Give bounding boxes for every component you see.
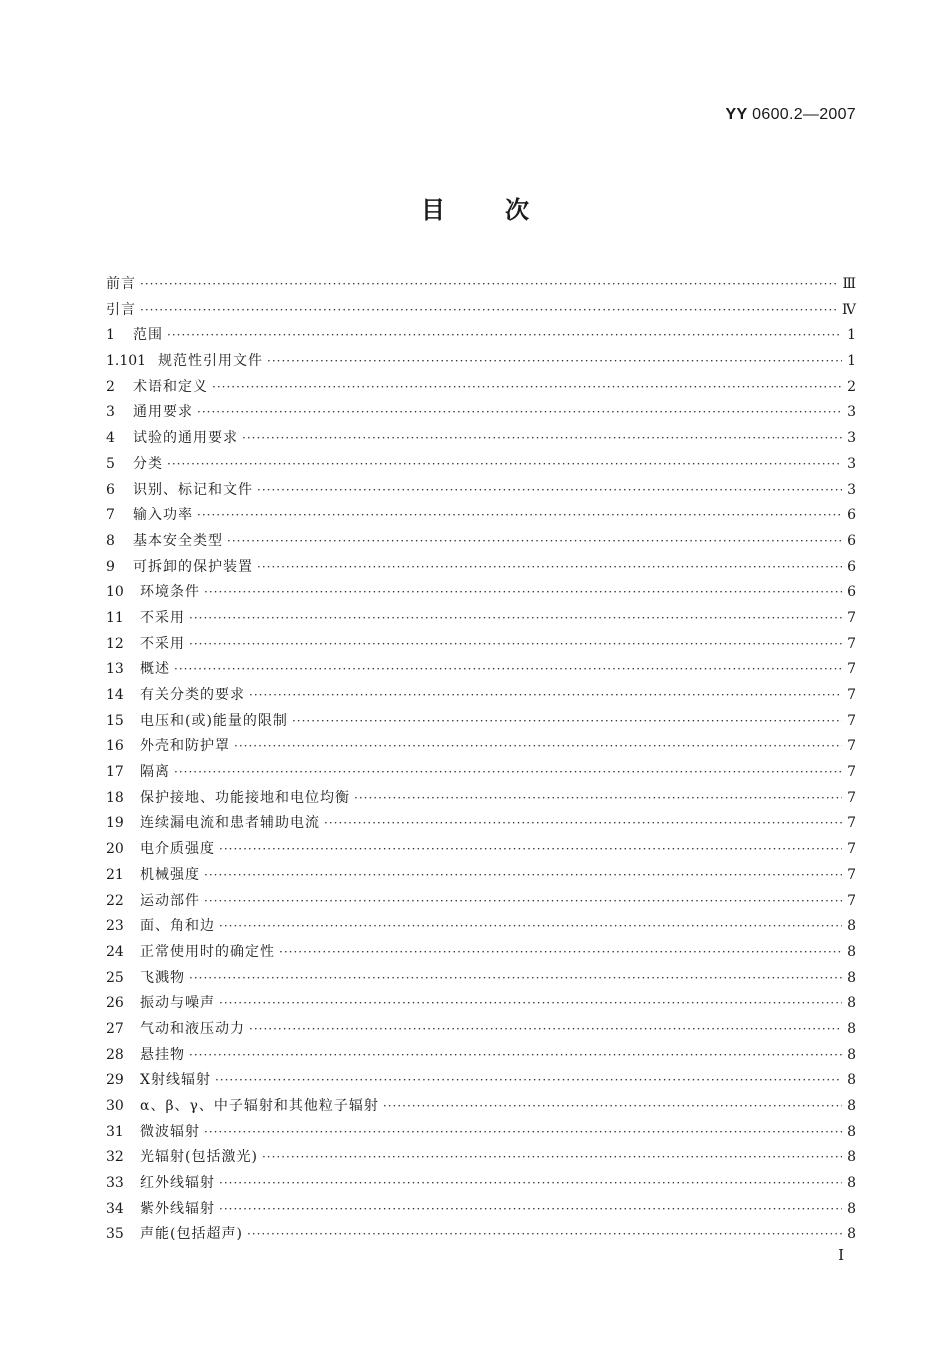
toc-entry-number: 17: [106, 764, 124, 781]
toc-entry-page: 6: [847, 532, 856, 549]
toc-entry[interactable]: [106, 760, 856, 786]
toc-entry-page: 8: [847, 1149, 856, 1166]
toc-entry[interactable]: [106, 837, 856, 863]
toc-entry-number: 33: [106, 1175, 124, 1192]
toc-entry-number: 12: [106, 635, 124, 652]
toc-dot-leader: [204, 1120, 842, 1146]
toc-entry[interactable]: [106, 529, 856, 555]
toc-entry-page: 3: [847, 481, 856, 498]
toc-entry-label: 外壳和防护罩: [140, 738, 230, 755]
toc-entry-label: α、β、γ、中子辐射和其他粒子辐射: [140, 1098, 379, 1114]
toc-entry-label: 气动和液压动力: [140, 1020, 245, 1037]
toc-dot-leader: [189, 1043, 842, 1069]
toc-entry-page: Ⅳ: [842, 301, 856, 318]
toc-entry-number: 13: [106, 661, 124, 678]
toc-entry[interactable]: [106, 272, 856, 298]
toc-entry-page: 7: [847, 866, 856, 883]
toc-entry-number: 25: [106, 969, 124, 986]
toc-entry-number: 23: [106, 918, 124, 935]
toc-dot-leader: [140, 298, 838, 324]
toc-entry[interactable]: [106, 580, 856, 606]
toc-entry-number: 2: [106, 378, 115, 395]
toc-entry-page: Ⅲ: [842, 276, 856, 292]
toc-entry-page: 7: [847, 738, 856, 755]
toc-entry-page: 8: [847, 1175, 856, 1192]
toc-entry-page: 7: [847, 712, 856, 729]
toc-dot-leader: [292, 709, 842, 735]
toc-entry[interactable]: [106, 375, 856, 401]
toc-entry-page: 8: [847, 918, 856, 935]
toc-entry-label: 隔离: [140, 764, 170, 781]
toc-entry-number: 11: [106, 609, 124, 626]
toc-entry-page: 3: [847, 430, 856, 447]
toc-dot-leader: [383, 1094, 842, 1120]
toc-entry-page: 7: [847, 661, 856, 678]
toc-entry[interactable]: [106, 734, 856, 760]
toc-entry-label: 运动部件: [140, 892, 200, 909]
toc-entry-label: 前言: [106, 276, 136, 292]
toc-entry-page: 3: [847, 455, 856, 472]
toc-dot-leader: [189, 632, 842, 658]
toc-entry-number: 3: [106, 404, 115, 421]
document-code: [725, 106, 856, 124]
toc-dot-leader: [267, 349, 842, 375]
toc-entry[interactable]: [106, 606, 856, 632]
toc-entry[interactable]: [106, 1043, 856, 1069]
toc-entry[interactable]: [106, 1017, 856, 1043]
toc-dot-leader: [204, 580, 842, 606]
toc-entry-label: 不采用: [140, 635, 185, 652]
toc-dot-leader: [242, 426, 842, 452]
toc-entry-label: 红外线辐射: [140, 1175, 215, 1192]
toc-entry[interactable]: [106, 1094, 856, 1120]
toc-dot-leader: [219, 1197, 842, 1223]
toc-entry-label: 试验的通用要求: [133, 430, 238, 447]
toc-entry-label: 正常使用时的确定性: [140, 943, 275, 960]
toc-dot-leader: [197, 400, 842, 426]
toc-entry-page: 7: [847, 635, 856, 652]
toc-entry-label: 连续漏电流和患者辅助电流: [140, 815, 320, 832]
document-code-prefix: YY: [725, 106, 748, 123]
toc-entry-label: 光辐射(包括激光): [140, 1149, 258, 1166]
toc-dot-leader: [140, 272, 838, 298]
toc-entry-label: 声能(包括超声): [140, 1226, 243, 1243]
toc-entry[interactable]: [106, 1145, 856, 1171]
toc-entry-page: 6: [847, 584, 856, 601]
toc-entry[interactable]: [106, 1171, 856, 1197]
toc-entry-page: 8: [847, 1200, 856, 1217]
toc-entry-page: 1: [847, 353, 856, 370]
toc-entry[interactable]: [106, 632, 856, 658]
toc-entry[interactable]: [106, 298, 856, 324]
toc-dot-leader: [189, 606, 842, 632]
toc-dot-leader: [354, 786, 842, 812]
toc-entry-number: 6: [106, 481, 115, 498]
toc-entry-label: 输入功率: [133, 507, 193, 524]
toc-entry-page: 1: [847, 327, 856, 344]
toc-entry-page: 8: [847, 1020, 856, 1037]
toc-dot-leader: [324, 811, 842, 837]
toc-entry-label: 范围: [133, 327, 163, 344]
toc-entry-label: 紫外线辐射: [140, 1200, 215, 1217]
toc-entry[interactable]: [106, 709, 856, 735]
toc-dot-leader: [279, 940, 842, 966]
toc-entry-label: 通用要求: [133, 404, 193, 421]
toc-entry[interactable]: [106, 657, 856, 683]
toc-entry-label: 可拆卸的保护装置: [133, 558, 253, 575]
toc-entry[interactable]: [106, 323, 856, 349]
toc-entry-number: 34: [106, 1200, 124, 1217]
toc-entry-label: 面、角和边: [140, 918, 215, 935]
toc-entry-number: 8: [106, 532, 115, 549]
toc-entry-number: 14: [106, 687, 124, 703]
toc-dot-leader: [227, 529, 842, 555]
toc-dot-leader: [234, 734, 842, 760]
toc-dot-leader: [219, 1171, 842, 1197]
toc-entry-page: 3: [847, 404, 856, 421]
toc-dot-leader: [174, 760, 842, 786]
toc-entry-page: 6: [847, 507, 856, 524]
toc-dot-leader: [219, 991, 842, 1017]
toc-dot-leader: [197, 503, 842, 529]
toc-entry-number: 32: [106, 1149, 124, 1166]
toc-entry-page: 8: [847, 1046, 856, 1063]
toc-entry-label: 飞溅物: [140, 969, 185, 986]
toc-entry-number: 19: [106, 815, 124, 832]
toc-entry-number: 10: [106, 584, 124, 601]
toc-entry-page: 7: [847, 789, 856, 806]
toc-entry-number: 21: [106, 866, 124, 883]
toc-entry[interactable]: [106, 1120, 856, 1146]
toc-entry-number: 27: [106, 1020, 124, 1037]
toc-entry[interactable]: [106, 400, 856, 426]
toc-entry-number: 1.101: [106, 353, 147, 370]
toc-entry-page: 7: [847, 609, 856, 626]
toc-entry-label: 概述: [140, 661, 170, 678]
toc-entry-label: X射线辐射: [140, 1072, 211, 1089]
toc-entry-page: 8: [847, 943, 856, 960]
toc-entry[interactable]: [106, 1068, 856, 1094]
toc-entry[interactable]: [106, 349, 856, 375]
toc-dot-leader: [257, 478, 842, 504]
toc-entry-number: 35: [106, 1226, 124, 1243]
toc-dot-leader: [167, 452, 842, 478]
toc-entry[interactable]: [106, 811, 856, 837]
toc-entry-label: 环境条件: [140, 584, 200, 601]
toc-dot-leader: [174, 657, 842, 683]
toc-dot-leader: [219, 914, 842, 940]
toc-entry[interactable]: [106, 1222, 856, 1248]
toc-dot-leader: [167, 323, 842, 349]
toc-entry[interactable]: [106, 786, 856, 812]
toc-entry-label: 保护接地、功能接地和电位均衡: [140, 789, 350, 806]
toc-dot-leader: [215, 1068, 842, 1094]
toc-entry-page: 7: [847, 687, 856, 703]
toc-entry-page: 2: [847, 378, 856, 395]
toc-entry-number: 18: [106, 789, 124, 806]
toc-entry[interactable]: [106, 914, 856, 940]
toc-entry-label: 分类: [133, 455, 163, 472]
toc-entry[interactable]: [106, 452, 856, 478]
toc-entry-number: 9: [106, 558, 115, 575]
toc-entry-page: 7: [847, 892, 856, 909]
toc-dot-leader: [204, 863, 842, 889]
toc-entry-page: 6: [847, 558, 856, 575]
toc-dot-leader: [262, 1145, 842, 1171]
toc-entry-page: 8: [847, 969, 856, 986]
toc-entry[interactable]: [106, 1197, 856, 1223]
toc-entry-number: 29: [106, 1072, 124, 1089]
toc-entry-label: 识别、标记和文件: [133, 481, 253, 498]
toc-dot-leader: [189, 966, 842, 992]
toc-entry[interactable]: [106, 863, 856, 889]
toc-dot-leader: [247, 1222, 842, 1248]
toc-entry-number: 26: [106, 995, 124, 1012]
toc-dot-leader: [212, 375, 842, 401]
toc-entry-number: 15: [106, 712, 124, 729]
toc-dot-leader: [219, 837, 842, 863]
document-code-number: 0600.2—2007: [747, 106, 856, 123]
toc-entry-number: 22: [106, 892, 124, 909]
toc-entry-number: 28: [106, 1046, 124, 1063]
toc-entry-page: 8: [847, 1098, 856, 1114]
toc-entry[interactable]: [106, 991, 856, 1017]
toc-entry-label: 有关分类的要求: [140, 687, 245, 703]
toc-entry-page: 7: [847, 815, 856, 832]
toc-entry-number: 5: [106, 455, 115, 472]
toc-entry[interactable]: [106, 478, 856, 504]
toc-entry-label: 电压和(或)能量的限制: [140, 712, 288, 729]
toc-entry-number: 1: [106, 327, 115, 344]
toc-dot-leader: [204, 889, 842, 915]
toc-entry-label: 规范性引用文件: [158, 353, 263, 370]
toc-entry-page: 8: [847, 1226, 856, 1243]
toc-list: [106, 272, 856, 1248]
toc-entry-number: 30: [106, 1098, 124, 1114]
toc-entry-label: 引言: [106, 301, 136, 318]
toc-dot-leader: [249, 683, 842, 709]
toc-entry-label: 振动与噪声: [140, 995, 215, 1012]
toc-entry-label: 不采用: [140, 609, 185, 626]
toc-entry-label: 机械强度: [140, 866, 200, 883]
toc-entry-label: 电介质强度: [140, 841, 215, 858]
toc-entry[interactable]: [106, 889, 856, 915]
page-number: I: [838, 1246, 844, 1264]
toc-entry-label: 术语和定义: [133, 378, 208, 395]
toc-entry[interactable]: [106, 966, 856, 992]
toc-dot-leader: [257, 555, 842, 581]
toc-entry-number: 31: [106, 1123, 124, 1140]
toc-entry-label: 基本安全类型: [133, 532, 223, 549]
toc-entry-page: 8: [847, 1072, 856, 1089]
toc-entry[interactable]: [106, 940, 856, 966]
toc-entry-page: 8: [847, 995, 856, 1012]
toc-dot-leader: [249, 1017, 842, 1043]
toc-entry-page: 8: [847, 1123, 856, 1140]
toc-entry[interactable]: [106, 683, 856, 709]
toc-entry-number: 16: [106, 738, 124, 755]
toc-entry-page: 7: [847, 764, 856, 781]
toc-entry[interactable]: [106, 426, 856, 452]
toc-entry-number: 24: [106, 943, 124, 960]
toc-entry-number: 4: [106, 430, 115, 447]
toc-entry[interactable]: [106, 555, 856, 581]
toc-entry-number: 20: [106, 841, 124, 858]
toc-entry-label: 悬挂物: [140, 1046, 185, 1063]
toc-entry-page: 7: [847, 841, 856, 858]
toc-title: 目次: [421, 196, 589, 224]
toc-entry-number: 7: [106, 507, 115, 524]
toc-entry[interactable]: [106, 503, 856, 529]
toc-entry-label: 微波辐射: [140, 1123, 200, 1140]
